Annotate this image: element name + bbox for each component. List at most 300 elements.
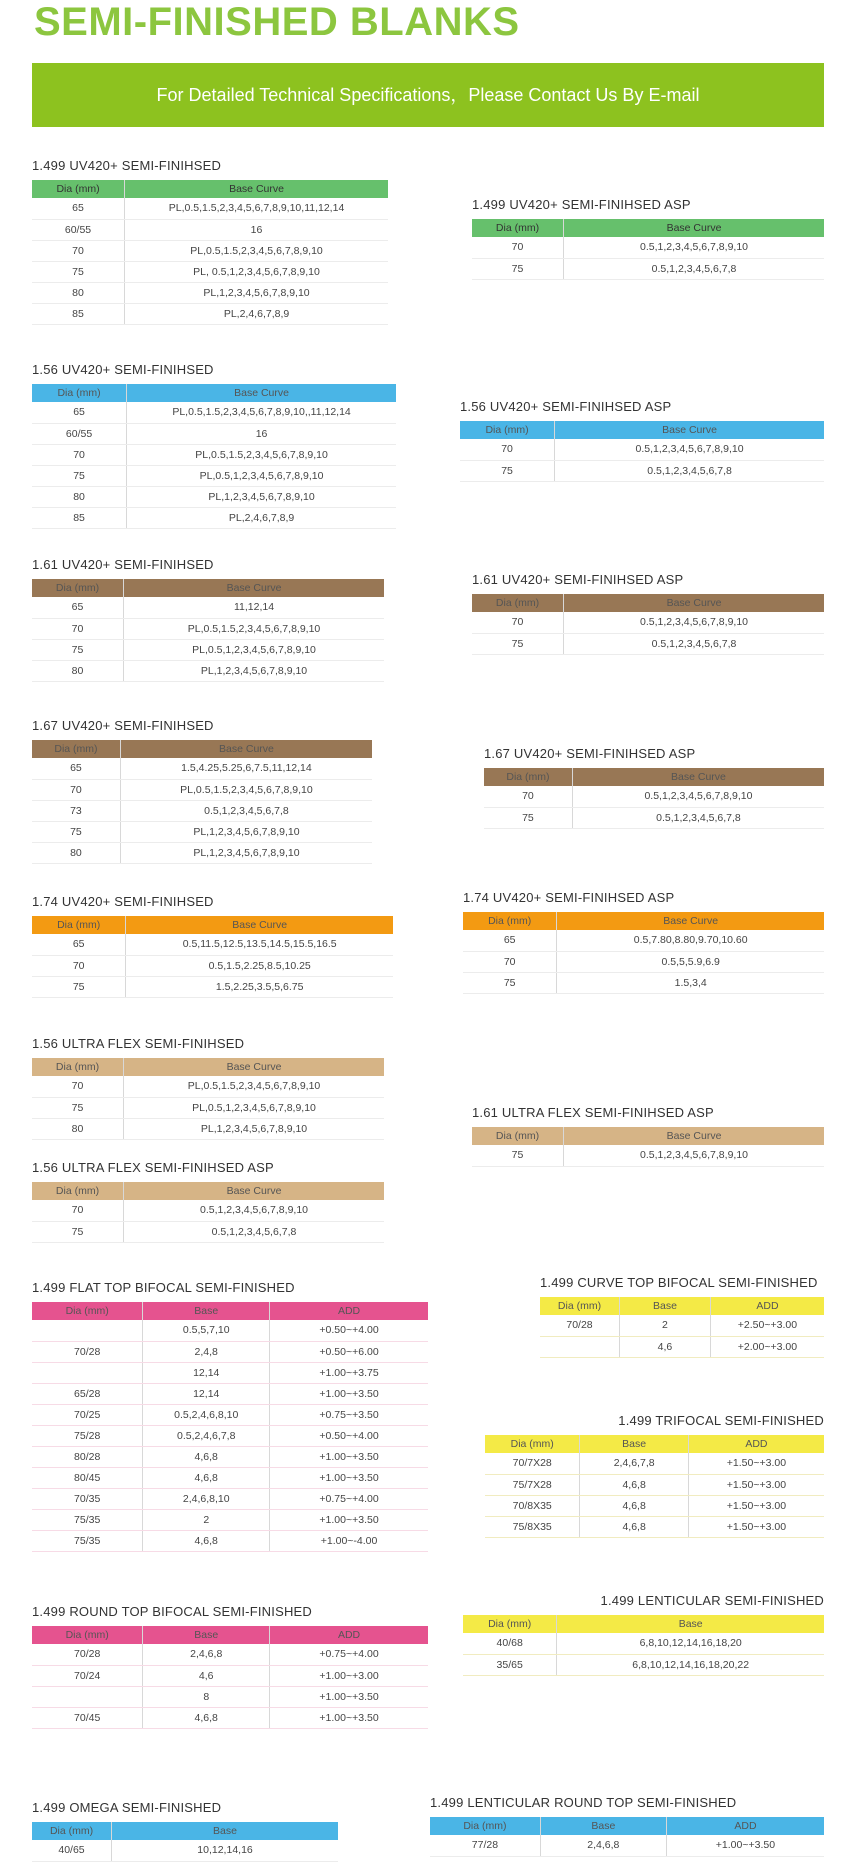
table-row bbox=[32, 779, 372, 800]
column-header: Dia (mm) bbox=[32, 1058, 124, 1076]
table-cell: 0.5,11.5,12.5,13.5,14.5,15.5,16.5 bbox=[126, 934, 393, 955]
column-header: ADD bbox=[270, 1626, 428, 1644]
spec-table bbox=[460, 421, 824, 482]
spec-table bbox=[32, 740, 372, 864]
table-section bbox=[32, 1800, 338, 1862]
table-cell: 11,12,14 bbox=[124, 597, 384, 618]
table-cell: 0.5,1,2,3,4,5,6,7,8,9,10 bbox=[564, 1145, 824, 1166]
column-header: Base Curve bbox=[126, 916, 393, 934]
table-header-row bbox=[463, 912, 824, 930]
table-cell: 70 bbox=[32, 1076, 124, 1097]
table-row bbox=[485, 1495, 824, 1516]
column-header: Base Curve bbox=[564, 1127, 824, 1145]
table-header-row bbox=[463, 1615, 824, 1633]
table-row bbox=[32, 618, 384, 639]
table-cell: 4,6 bbox=[143, 1665, 270, 1686]
table-row bbox=[32, 800, 372, 821]
table-cell: 75 bbox=[32, 1221, 124, 1242]
table-row bbox=[32, 507, 396, 528]
table-row bbox=[32, 758, 372, 779]
table-row bbox=[32, 1446, 428, 1467]
table-cell: 0.5,1,2,3,4,5,6,7,8,9,10 bbox=[564, 612, 824, 633]
table-row bbox=[32, 1665, 428, 1686]
column-header: Base bbox=[143, 1302, 270, 1320]
table-cell: 0.5,5,5.9,6.9 bbox=[557, 951, 824, 972]
table-cell: 35/65 bbox=[463, 1654, 557, 1675]
table-section bbox=[484, 746, 824, 829]
column-header: Base Curve bbox=[572, 768, 824, 786]
table-cell: 75/35 bbox=[32, 1530, 143, 1551]
table-cell: 0.5,1,2,3,4,5,6,7,8,9,10 bbox=[564, 237, 824, 258]
column-header: Dia (mm) bbox=[460, 421, 555, 439]
table-row bbox=[32, 1341, 428, 1362]
table-cell: 80 bbox=[32, 842, 120, 863]
table-row bbox=[32, 639, 384, 660]
table-cell: 4,6,8 bbox=[143, 1446, 270, 1467]
table-row bbox=[485, 1453, 824, 1474]
table-cell: +1.00~-4.00 bbox=[270, 1530, 428, 1551]
spec-table bbox=[540, 1297, 824, 1358]
table-section bbox=[472, 572, 824, 655]
table-cell: 75 bbox=[460, 460, 555, 481]
table-cell: 40/68 bbox=[463, 1633, 557, 1654]
table-cell: 75 bbox=[32, 821, 120, 842]
table-cell: PL,0.5,1,2,3,4,5,6,7,8,9,10 bbox=[124, 639, 384, 660]
table-cell: 0.5,1.5,2.25,8.5,10.25 bbox=[126, 955, 393, 976]
column-header: Base bbox=[557, 1615, 824, 1633]
column-header: Dia (mm) bbox=[463, 912, 557, 930]
table-header-row bbox=[32, 1182, 384, 1200]
column-header: Dia (mm) bbox=[32, 1182, 124, 1200]
table-cell: PL,0.5,1.5,2,3,4,5,6,7,8,9,10 bbox=[124, 618, 384, 639]
column-header: Base bbox=[620, 1297, 711, 1315]
table-row bbox=[32, 1118, 384, 1139]
table-cell: 80 bbox=[32, 486, 127, 507]
table-cell: 12,14 bbox=[143, 1383, 270, 1404]
table-cell bbox=[32, 1320, 143, 1341]
column-header: ADD bbox=[710, 1297, 824, 1315]
table-cell: 6,8,10,12,14,16,18,20,22 bbox=[557, 1654, 824, 1675]
table-header-row bbox=[472, 1127, 824, 1145]
table-cell: 0.5,1,2,3,4,5,6,7,8 bbox=[555, 460, 824, 481]
table-row bbox=[32, 1686, 428, 1707]
table-row bbox=[463, 972, 824, 993]
table-title: 1.499 LENTICULAR ROUND TOP SEMI-FINISHED bbox=[430, 1795, 737, 1810]
table-row bbox=[32, 282, 388, 303]
table-cell: 70 bbox=[32, 955, 126, 976]
table-title: 1.499 ROUND TOP BIFOCAL SEMI-FINISHED bbox=[32, 1604, 312, 1619]
table-row bbox=[32, 486, 396, 507]
table-row bbox=[32, 1509, 428, 1530]
table-row bbox=[32, 1097, 384, 1118]
table-cell: 75 bbox=[472, 633, 564, 654]
table-cell: +0.75~+4.00 bbox=[270, 1644, 428, 1665]
table-cell: PL,0.5,1.5,2,3,4,5,6,7,8,9,10 bbox=[125, 240, 388, 261]
table-section bbox=[32, 362, 396, 529]
table-row bbox=[463, 1633, 824, 1654]
table-cell: 85 bbox=[32, 303, 125, 324]
table-row bbox=[485, 1474, 824, 1495]
table-cell: 70/28 bbox=[32, 1644, 143, 1665]
table-cell: 4,6,8 bbox=[580, 1474, 688, 1495]
table-cell: 2,4,6,8,10 bbox=[143, 1488, 270, 1509]
table-row bbox=[32, 1425, 428, 1446]
table-title: 1.61 ULTRA FLEX SEMI-FINIHSED ASP bbox=[472, 1105, 714, 1120]
table-cell: 65 bbox=[32, 934, 126, 955]
table-cell: 70/7X28 bbox=[485, 1453, 580, 1474]
table-row bbox=[32, 597, 384, 618]
table-header-row bbox=[430, 1817, 824, 1835]
column-header: Base Curve bbox=[124, 579, 384, 597]
table-row bbox=[32, 1840, 338, 1861]
table-cell: 80 bbox=[32, 282, 125, 303]
column-header: Dia (mm) bbox=[32, 180, 125, 198]
table-cell: 0.5,1,2,3,4,5,6,7,8 bbox=[564, 258, 824, 279]
table-title: 1.56 ULTRA FLEX SEMI-FINIHSED ASP bbox=[32, 1160, 274, 1175]
spec-table bbox=[32, 1182, 384, 1243]
column-header: Base Curve bbox=[557, 912, 824, 930]
table-cell: 40/65 bbox=[32, 1840, 112, 1861]
table-cell: 80/28 bbox=[32, 1446, 143, 1467]
column-header: Base bbox=[540, 1817, 666, 1835]
table-row bbox=[472, 258, 824, 279]
table-cell: 70/28 bbox=[32, 1341, 143, 1362]
table-cell: PL,0.5,1,2,3,4,5,6,7,8,9,10 bbox=[127, 465, 396, 486]
table-section bbox=[32, 1280, 428, 1552]
table-cell: 65 bbox=[32, 758, 120, 779]
table-cell: +1.50~+3.00 bbox=[688, 1453, 824, 1474]
table-section bbox=[463, 890, 824, 994]
table-cell: 75/8X35 bbox=[485, 1516, 580, 1537]
table-section bbox=[32, 1160, 384, 1243]
spec-table bbox=[32, 916, 393, 998]
table-cell: 4,6,8 bbox=[143, 1707, 270, 1728]
table-cell: 70 bbox=[484, 786, 572, 807]
column-header: Base Curve bbox=[124, 1182, 384, 1200]
table-cell: 65 bbox=[32, 198, 125, 219]
table-cell: 75 bbox=[484, 807, 572, 828]
table-cell: PL,0.5,1.5,2,3,4,5,6,7,8,9,10 bbox=[127, 444, 396, 465]
table-header-row bbox=[32, 579, 384, 597]
column-header: Dia (mm) bbox=[484, 768, 572, 786]
table-cell: 0.5,1,2,3,4,5,6,7,8,9,10 bbox=[124, 1200, 384, 1221]
table-cell: 70/28 bbox=[540, 1315, 620, 1336]
table-section bbox=[460, 399, 824, 482]
table-cell: 1.5,3,4 bbox=[557, 972, 824, 993]
table-row bbox=[485, 1516, 824, 1537]
table-cell: PL,1,2,3,4,5,6,7,8,9,10 bbox=[120, 821, 372, 842]
table-cell: 70 bbox=[32, 779, 120, 800]
table-cell: 75/28 bbox=[32, 1425, 143, 1446]
table-cell: +1.00~+3.50 bbox=[270, 1509, 428, 1530]
column-header: Base bbox=[143, 1626, 270, 1644]
table-cell: 75 bbox=[32, 261, 125, 282]
table-cell: 65 bbox=[32, 402, 127, 423]
table-cell: 6,8,10,12,14,16,18,20 bbox=[557, 1633, 824, 1654]
table-cell: PL,2,4,6,7,8,9 bbox=[125, 303, 388, 324]
table-row bbox=[32, 1467, 428, 1488]
table-cell: 1.5,4.25,5.25,6,7.5,11,12,14 bbox=[120, 758, 372, 779]
table-cell: 4,6,8 bbox=[143, 1530, 270, 1551]
table-section bbox=[463, 1593, 824, 1676]
spec-table bbox=[430, 1817, 824, 1857]
table-cell: 70/35 bbox=[32, 1488, 143, 1509]
table-cell: 2,4,6,8 bbox=[540, 1835, 666, 1856]
table-header-row bbox=[460, 421, 824, 439]
table-section bbox=[32, 1604, 428, 1729]
table-cell: +1.00~+3.50 bbox=[270, 1467, 428, 1488]
table-cell: +1.00~+3.50 bbox=[270, 1707, 428, 1728]
table-row bbox=[32, 303, 388, 324]
table-cell: PL,1,2,3,4,5,6,7,8,9,10 bbox=[125, 282, 388, 303]
table-cell: +1.00~+3.00 bbox=[270, 1665, 428, 1686]
column-header: Dia (mm) bbox=[472, 594, 564, 612]
table-cell: 77/28 bbox=[430, 1835, 540, 1856]
table-cell: PL,0.5,1.5,2,3,4,5,6,7,8,9,10 bbox=[124, 1076, 384, 1097]
contact-banner: For Detailed Technical Specifications，Please Contact Us By E-mail bbox=[32, 63, 824, 127]
table-row bbox=[32, 1320, 428, 1341]
table-cell: PL,0.5,1,2,3,4,5,6,7,8,9,10 bbox=[124, 1097, 384, 1118]
spec-table bbox=[32, 1302, 428, 1552]
table-cell: 70 bbox=[32, 618, 124, 639]
table-cell: 1.5,2.25,3.5,5,6.75 bbox=[126, 976, 393, 997]
table-section bbox=[32, 894, 393, 998]
table-cell: 16 bbox=[125, 219, 388, 240]
table-cell: 70 bbox=[472, 237, 564, 258]
table-header-row bbox=[32, 916, 393, 934]
table-row bbox=[472, 1145, 824, 1166]
table-row bbox=[484, 786, 824, 807]
table-row bbox=[32, 1644, 428, 1665]
table-cell: 0.5,2,4,6,8,10 bbox=[143, 1404, 270, 1425]
table-cell: 75 bbox=[472, 258, 564, 279]
table-title: 1.499 CURVE TOP BIFOCAL SEMI-FINISHED bbox=[540, 1275, 818, 1290]
table-cell: +2.50~+3.00 bbox=[710, 1315, 824, 1336]
table-header-row bbox=[472, 594, 824, 612]
column-header: Dia (mm) bbox=[463, 1615, 557, 1633]
table-cell: 2 bbox=[143, 1509, 270, 1530]
table-cell: +1.50~+3.00 bbox=[688, 1495, 824, 1516]
table-row bbox=[32, 821, 372, 842]
spec-table bbox=[485, 1435, 824, 1538]
table-title: 1.499 UV420+ SEMI-FINIHSED bbox=[32, 158, 222, 173]
table-row bbox=[32, 1362, 428, 1383]
table-cell: 65 bbox=[463, 930, 557, 951]
spec-table bbox=[32, 1822, 338, 1862]
table-cell: PL, 0.5,1,2,3,4,5,6,7,8,9,10 bbox=[125, 261, 388, 282]
table-cell: +1.00~+3.50 bbox=[270, 1446, 428, 1467]
column-header: Base bbox=[112, 1822, 338, 1840]
table-cell: 2,4,6,8 bbox=[143, 1644, 270, 1665]
table-cell: PL,2,4,6,7,8,9 bbox=[127, 507, 396, 528]
column-header: Dia (mm) bbox=[472, 1127, 564, 1145]
table-row bbox=[32, 1488, 428, 1509]
table-cell: 75 bbox=[463, 972, 557, 993]
table-title: 1.499 FLAT TOP BIFOCAL SEMI-FINISHED bbox=[32, 1280, 295, 1295]
table-row bbox=[32, 423, 396, 444]
table-cell: 75 bbox=[32, 639, 124, 660]
table-cell: 2,4,6,7,8 bbox=[580, 1453, 688, 1474]
table-row bbox=[32, 934, 393, 955]
table-cell: PL,0.5,1.5,2,3,4,5,6,7,8,9,10,11,12,14 bbox=[125, 198, 388, 219]
table-row bbox=[32, 1383, 428, 1404]
table-cell: 75 bbox=[32, 465, 127, 486]
table-row bbox=[463, 930, 824, 951]
table-title: 1.499 UV420+ SEMI-FINIHSED ASP bbox=[472, 197, 691, 212]
column-header: Dia (mm) bbox=[472, 219, 564, 237]
table-cell bbox=[32, 1362, 143, 1383]
table-cell: +0.50~+4.00 bbox=[270, 1320, 428, 1341]
table-cell: 60/55 bbox=[32, 423, 127, 444]
table-cell: 70/45 bbox=[32, 1707, 143, 1728]
column-header: Base Curve bbox=[564, 594, 824, 612]
table-cell: 10,12,14,16 bbox=[112, 1840, 338, 1861]
column-header: Base bbox=[580, 1435, 688, 1453]
table-row bbox=[32, 1076, 384, 1097]
table-cell: 70 bbox=[32, 444, 127, 465]
table-title: 1.61 UV420+ SEMI-FINIHSED bbox=[32, 557, 214, 572]
table-cell: 8 bbox=[143, 1686, 270, 1707]
table-header-row bbox=[540, 1297, 824, 1315]
column-header: Dia (mm) bbox=[430, 1817, 540, 1835]
table-section bbox=[32, 557, 384, 682]
table-title: 1.56 ULTRA FLEX SEMI-FINIHSED bbox=[32, 1036, 245, 1051]
table-cell: +2.00~+3.00 bbox=[710, 1336, 824, 1357]
column-header: ADD bbox=[666, 1817, 824, 1835]
table-title: 1.61 UV420+ SEMI-FINIHSED ASP bbox=[472, 572, 684, 587]
column-header: Dia (mm) bbox=[32, 1626, 143, 1644]
table-cell: 70 bbox=[32, 1200, 124, 1221]
table-row bbox=[32, 1530, 428, 1551]
table-row bbox=[32, 240, 388, 261]
table-cell: 2,4,8 bbox=[143, 1341, 270, 1362]
column-header: ADD bbox=[270, 1302, 428, 1320]
table-cell: 85 bbox=[32, 507, 127, 528]
table-header-row bbox=[32, 1822, 338, 1840]
table-cell: 70 bbox=[460, 439, 555, 460]
table-row bbox=[472, 237, 824, 258]
table-cell: 75 bbox=[32, 1097, 124, 1118]
column-header: ADD bbox=[688, 1435, 824, 1453]
spec-table bbox=[463, 1615, 824, 1676]
table-header-row bbox=[32, 1058, 384, 1076]
table-cell: 0.5,1,2,3,4,5,6,7,8,9,10 bbox=[555, 439, 824, 460]
table-cell: 4,6,8 bbox=[580, 1495, 688, 1516]
table-cell: 65 bbox=[32, 597, 124, 618]
table-cell: 70/8X35 bbox=[485, 1495, 580, 1516]
table-section bbox=[32, 718, 372, 864]
table-section bbox=[472, 197, 824, 280]
page-title: SEMI-FINISHED BLANKS bbox=[34, 0, 520, 44]
column-header: Base Curve bbox=[124, 1058, 384, 1076]
table-cell: PL,0.5,1.5,2,3,4,5,6,7,8,9,10 bbox=[120, 779, 372, 800]
table-row bbox=[32, 465, 396, 486]
table-row bbox=[463, 951, 824, 972]
column-header: Dia (mm) bbox=[32, 579, 124, 597]
table-row bbox=[32, 1200, 384, 1221]
table-title: 1.499 OMEGA SEMI-FINISHED bbox=[32, 1800, 222, 1815]
table-cell: 0.5,7.80,8.80,9.70,10.60 bbox=[557, 930, 824, 951]
table-cell: +0.75~+3.50 bbox=[270, 1404, 428, 1425]
column-header: Base Curve bbox=[564, 219, 824, 237]
table-title: 1.499 LENTICULAR SEMI-FINISHED bbox=[600, 1593, 824, 1608]
table-header-row bbox=[32, 180, 388, 198]
table-row bbox=[460, 439, 824, 460]
table-cell: 12,14 bbox=[143, 1362, 270, 1383]
table-cell: PL,1,2,3,4,5,6,7,8,9,10 bbox=[120, 842, 372, 863]
table-cell: 75 bbox=[472, 1145, 564, 1166]
column-header: Dia (mm) bbox=[32, 916, 126, 934]
column-header: Dia (mm) bbox=[540, 1297, 620, 1315]
table-cell: +0.75~+4.00 bbox=[270, 1488, 428, 1509]
table-cell: 73 bbox=[32, 800, 120, 821]
table-title: 1.56 UV420+ SEMI-FINIHSED ASP bbox=[460, 399, 672, 414]
table-cell: 70 bbox=[463, 951, 557, 972]
table-cell: 70 bbox=[472, 612, 564, 633]
table-row bbox=[32, 976, 393, 997]
table-row bbox=[32, 955, 393, 976]
spec-table bbox=[32, 579, 384, 682]
table-cell: 0.5,1,2,3,4,5,6,7,8 bbox=[124, 1221, 384, 1242]
spec-table bbox=[472, 1127, 824, 1167]
spec-table bbox=[472, 594, 824, 655]
table-cell: 0.5,1,2,3,4,5,6,7,8 bbox=[120, 800, 372, 821]
table-cell: 16 bbox=[127, 423, 396, 444]
table-title: 1.74 UV420+ SEMI-FINIHSED bbox=[32, 894, 214, 909]
table-cell: 70 bbox=[32, 240, 125, 261]
table-header-row bbox=[32, 1626, 428, 1644]
table-cell: 75/35 bbox=[32, 1509, 143, 1530]
table-row bbox=[472, 633, 824, 654]
spec-table bbox=[32, 384, 396, 529]
table-cell: 2 bbox=[620, 1315, 711, 1336]
table-cell: 0.5,1,2,3,4,5,6,7,8 bbox=[564, 633, 824, 654]
table-row bbox=[32, 660, 384, 681]
table-row bbox=[32, 198, 388, 219]
spec-table bbox=[32, 180, 388, 325]
column-header: Dia (mm) bbox=[32, 1302, 143, 1320]
table-cell: 4,6,8 bbox=[580, 1516, 688, 1537]
table-row bbox=[484, 807, 824, 828]
table-cell: 80/45 bbox=[32, 1467, 143, 1488]
table-section bbox=[485, 1413, 824, 1538]
column-header: Base Curve bbox=[127, 384, 396, 402]
table-cell: PL,1,2,3,4,5,6,7,8,9,10 bbox=[127, 486, 396, 507]
table-cell bbox=[540, 1336, 620, 1357]
table-row bbox=[32, 1707, 428, 1728]
column-header: Dia (mm) bbox=[32, 740, 120, 758]
column-header: Base Curve bbox=[125, 180, 388, 198]
table-header-row bbox=[484, 768, 824, 786]
table-row bbox=[32, 1404, 428, 1425]
table-cell: 0.5,2,4,6,7,8 bbox=[143, 1425, 270, 1446]
table-header-row bbox=[32, 1302, 428, 1320]
table-section bbox=[32, 1036, 384, 1140]
table-cell: +0.50~+4.00 bbox=[270, 1425, 428, 1446]
table-cell: 75/7X28 bbox=[485, 1474, 580, 1495]
column-header: Base Curve bbox=[120, 740, 372, 758]
table-row bbox=[32, 842, 372, 863]
column-header: Dia (mm) bbox=[32, 384, 127, 402]
table-row bbox=[32, 402, 396, 423]
table-cell: 4,6 bbox=[620, 1336, 711, 1357]
table-title: 1.56 UV420+ SEMI-FINIHSED bbox=[32, 362, 214, 377]
table-cell: +1.00~+3.50 bbox=[666, 1835, 824, 1856]
table-cell: 80 bbox=[32, 660, 124, 681]
table-header-row bbox=[485, 1435, 824, 1453]
table-row bbox=[540, 1336, 824, 1357]
table-section bbox=[32, 158, 388, 325]
